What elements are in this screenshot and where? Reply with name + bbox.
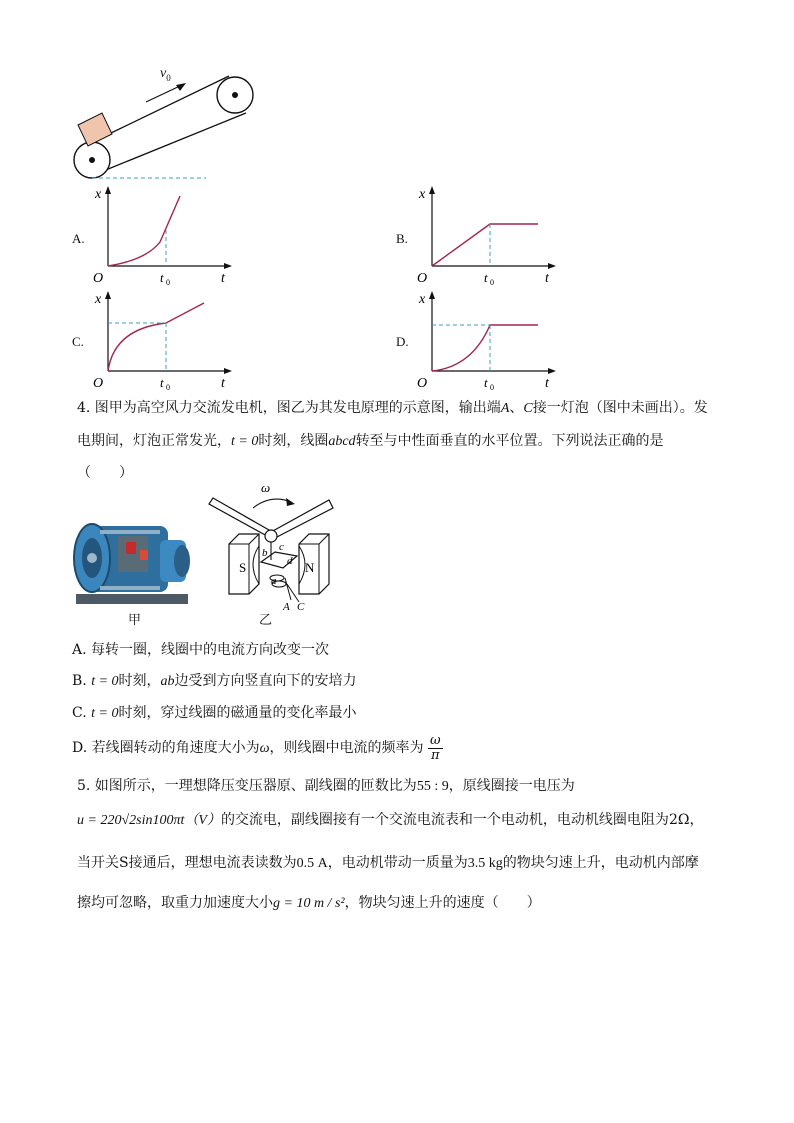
fig-a: a — [271, 575, 277, 587]
conveyor-figure — [70, 68, 270, 186]
option-c-label: C. — [72, 334, 84, 349]
q5-line4: 擦均可忽略，取重力加速度大小g = 10 m / s²，物块匀速上升的速度（ ） — [77, 895, 541, 911]
option-b-tick-sub: 0 — [490, 278, 494, 286]
q5-line3: 当开关S接通后，理想电流表读数为0.5 A，电动机带动一质量为3.5 kg的物块匀速上升，电动机内部摩 — [77, 855, 699, 871]
option-d-x-axis-label: t — [545, 376, 549, 391]
fig-d: d — [287, 555, 293, 567]
option-a-label: A. — [72, 231, 85, 246]
option-b-x-axis-label: t — [545, 271, 549, 286]
option-b-label: B. — [396, 231, 408, 246]
option-b-tick: t — [484, 270, 488, 285]
q5-line1: 5. 如图所示，一理想降压变压器原、副线圈的匝数比为55 : 9，原线圈接一电压为 — [77, 778, 575, 794]
option-a-y-axis-label: x — [95, 187, 102, 202]
option-d-origin: O — [417, 376, 428, 391]
fig-C: C — [297, 601, 305, 613]
q4-line2: 电期间，灯泡正常发光，t = 0时刻，线圈abcd转至与中性面垂直的水平位置。下列说法正确的是 — [77, 433, 664, 449]
option-d-y-axis-label: x — [419, 292, 426, 307]
generator-photo — [70, 506, 198, 612]
q4-option-b: B. t = 0时刻，ab边受到方向竖直向下的安培力 — [72, 673, 357, 689]
option-d-tick: t — [484, 375, 488, 390]
q4-line1: 4. 图甲为高空风力交流发电机，图乙为其发电原理的示意图，输出端A、C接一灯泡（图中未画出）。发 — [77, 400, 708, 416]
fig-b: b — [262, 547, 268, 559]
generator-principle-figure — [205, 484, 345, 616]
q5-line2: u = 220√2sin100πt（V）的交流电，副线圈接有一个交流电流表和一个电动机，电动机线圈电阻为2Ω， — [77, 812, 704, 828]
belt-velocity-label: $v_0$ — [160, 66, 171, 83]
fig-c: c — [279, 541, 284, 553]
fig-S: S — [239, 560, 247, 575]
option-c-x-axis-label: t — [221, 376, 225, 391]
fig-A: A — [283, 601, 290, 613]
fig-N: N — [305, 560, 315, 575]
option-c-tick: t — [160, 375, 164, 390]
fig-yi-label: 乙 — [259, 613, 273, 628]
option-c-tick-sub: 0 — [166, 383, 170, 391]
frequency-fraction: $\frac{\omega}{\pi}$ — [429, 732, 441, 763]
option-a-tick-sub: 0 — [166, 278, 170, 286]
fig-omega: ω — [261, 484, 271, 495]
fig-jia-label: 甲 — [128, 613, 142, 628]
option-a-origin: O — [93, 271, 104, 286]
option-c-graph — [88, 289, 238, 391]
option-d-label: D. — [396, 334, 409, 349]
option-a-graph — [88, 184, 238, 286]
option-d-tick-sub: 0 — [490, 383, 494, 391]
q4-option-d: D. 若线圈转动的角速度大小为ω，则线圈中电流的频率为 $\frac{\omega}{\pi}$ — [72, 732, 441, 763]
option-b-y-axis-label: x — [419, 187, 426, 202]
option-c-origin: O — [93, 376, 104, 391]
option-a-x-axis-label: t — [221, 271, 225, 286]
q4-line3: （ ） — [77, 465, 133, 481]
q4-option-a: A. 每转一圈，线圈中的电流方向改变一次 — [72, 642, 330, 658]
option-b-origin: O — [417, 271, 428, 286]
q4-option-c: C. t = 0时刻，穿过线圈的磁通量的变化率最小 — [72, 705, 357, 721]
option-b-graph — [412, 184, 562, 286]
option-a-tick: t — [160, 270, 164, 285]
option-c-y-axis-label: x — [95, 292, 102, 307]
option-d-graph — [412, 289, 562, 391]
